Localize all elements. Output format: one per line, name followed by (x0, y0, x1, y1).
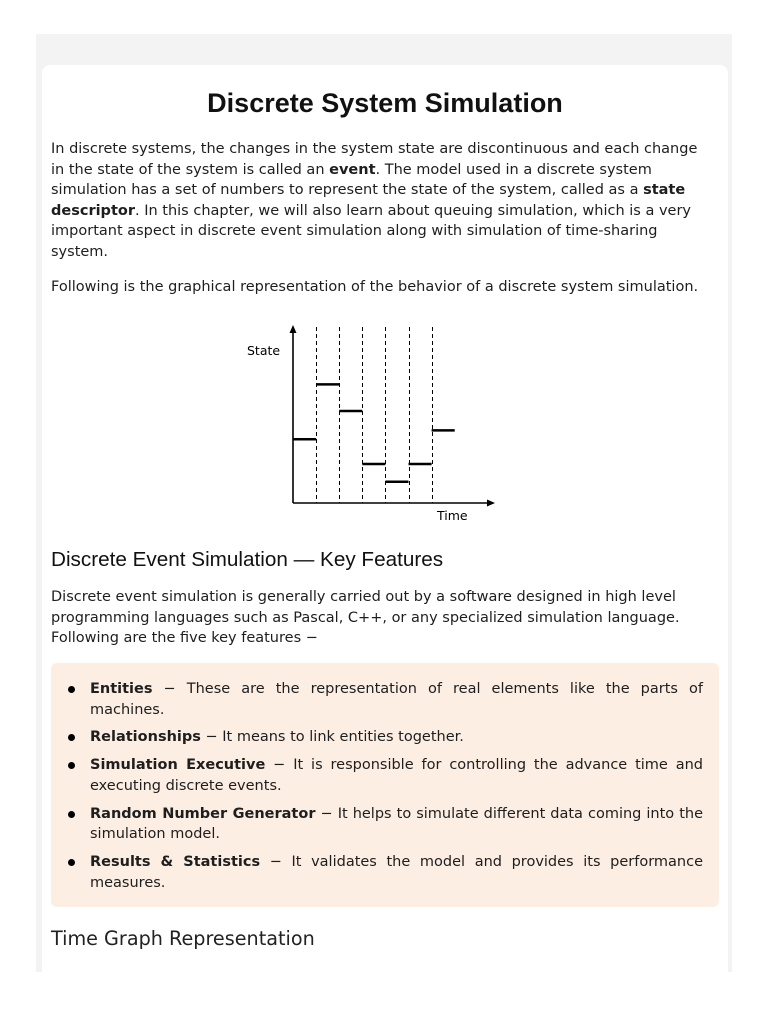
feature-term: Entities (90, 681, 153, 697)
feature-term: Simulation Executive (90, 757, 266, 774)
y-axis-label: State (247, 343, 281, 358)
state-time-figure (236, 318, 500, 524)
x-axis-label: Time (437, 508, 468, 523)
intro-text-part: In discrete systems, the changes in the system state are discontinuous and each change in the state of the system is called an (51, 141, 698, 178)
feature-description: − It means to link entities together. (200, 729, 464, 746)
feature-item (51, 804, 703, 845)
feature-item (51, 852, 703, 893)
event-marker-lines (317, 327, 433, 503)
bullet-icon (68, 686, 75, 693)
intro-text-part: . The model used in a discrete system simulation has a set of numbers to represent the state of the system, called as a (51, 161, 652, 199)
feature-term: Relationships (90, 729, 201, 746)
feature-item (51, 755, 703, 796)
features-box (51, 663, 719, 907)
feature-description: − It validates the model and provides its performance measures. (90, 853, 704, 891)
feature-description: − These are the representation of real elements like the parts of machines. (90, 681, 703, 718)
feature-term: Results & Statistics (90, 853, 261, 870)
key-features-heading: Discrete Event Simulation — Key Features (51, 548, 444, 571)
feature-description: − It is responsible for controlling the advance time and executing discrete events. (90, 757, 703, 794)
bullet-icon (68, 762, 75, 769)
figure-intro-paragraph: Following is the graphical representation of the behavior of a discrete system simulation. (51, 279, 699, 295)
bullet-icon (68, 859, 75, 866)
content-card (42, 65, 728, 972)
feature-term: Random Number Generator (90, 805, 316, 822)
key-features-intro: Discrete event simulation is generally carried out by a software designed in high level programming languages such as Pascal, C++, or any specialized simulation language. Following are the five key features − (51, 589, 680, 647)
x-axis-arrowhead-icon (487, 500, 495, 507)
state-step-series (293, 384, 455, 481)
feature-item (51, 727, 703, 748)
intro-paragraph (51, 139, 707, 263)
time-graph-heading: Time Graph Representation (51, 927, 315, 950)
term-state-descriptor: state descriptor (51, 182, 686, 219)
feature-description: − It helps to simulate different data coming into the simulation model. (90, 805, 704, 843)
intro-text-part: . In this chapter, we will also learn about queuing simulation, which is a very important aspect in discrete event simulation along with simulation of time-sharing system. (51, 202, 691, 260)
y-axis-arrowhead-icon (290, 325, 297, 333)
bullet-icon (68, 734, 75, 741)
term-event: event (329, 161, 376, 178)
bullet-icon (68, 811, 75, 818)
features-list (51, 679, 703, 893)
feature-item (51, 679, 703, 720)
page-title: Discrete System Simulation (207, 88, 563, 118)
